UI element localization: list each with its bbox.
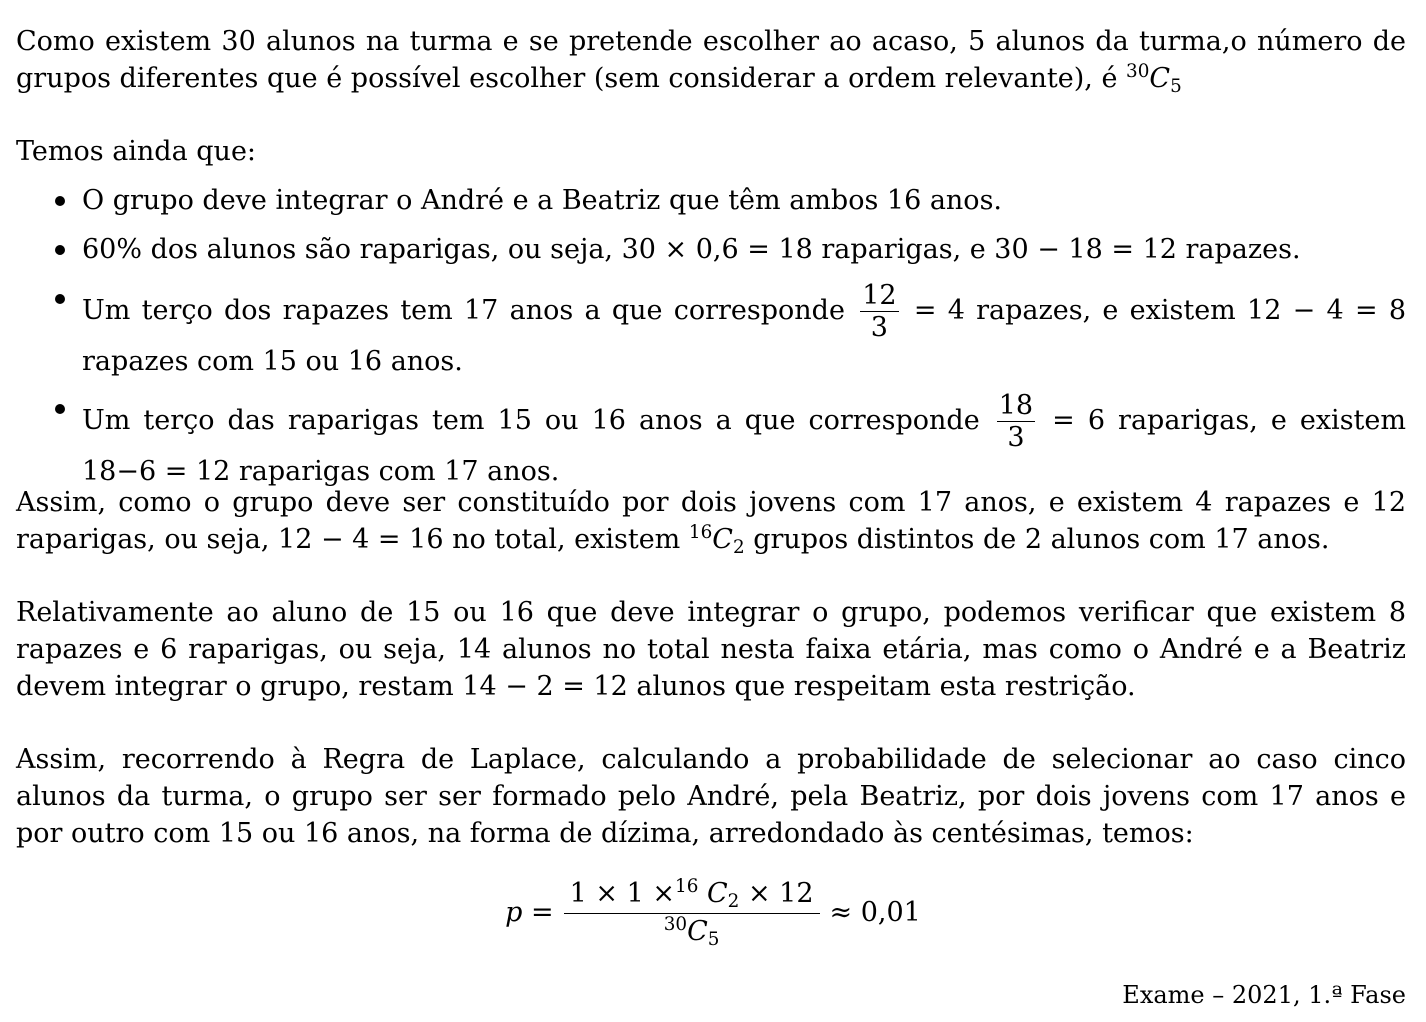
- fraction-18-3: $\frac{18}{3}$: [998, 390, 1034, 454]
- list-item: 60% dos alunos são raparigas, ou seja, 30 × 0,6 = 18 raparigas, e 30 − 18 = 12 rapazes.: [16, 231, 1406, 268]
- combination-16c2: $^{16}C_2$: [688, 521, 745, 558]
- assim-paragraph-1: Assim, como o grupo deve ser constituído por dois jovens com 17 anos, e existem 4 rapazes e 12 raparigas, ou seja, 12 − 4 = 16 no total, existem $^{16}C_2$ grupos distintos de 2 alunos com 17 anos.: [16, 487, 1406, 558]
- formula-denominator: $^{30}C_5$: [663, 914, 720, 950]
- list-item: Um terço dos rapazes tem 17 anos a que corresponde $\frac{12}{3}$ = 4 rapazes, e existem 12 − 4 = 8 rapazes com 15 ou 16 anos.: [16, 280, 1406, 380]
- list-item: O grupo deve integrar o André e a Beatriz que têm ambos 16 anos.: [16, 182, 1406, 219]
- intro-text: Como existem 30 alunos na turma e se pretende escolher ao acaso, 5 alunos da turma,o número de grupos diferentes que é possível escolher (sem considerar a ordem relevante), é: [16, 26, 1406, 94]
- fraction-12-3: $\frac{12}{3}$: [862, 280, 897, 344]
- temos-heading: Temos ainda que:: [16, 136, 257, 167]
- assim-paragraph-2: Assim, recorrendo à Regra de Laplace, calculando a probabilidade de selecionar ao caso cinco alunos da turma, o grupo ser ser formado pelo André, pela Beatriz, por dois jovens com 17 anos e por outro com 15 ou 16 anos, na forma de dízima, arredondado às centésimas, temos:: [16, 744, 1406, 849]
- formula-numerator: 1 × 1 ×$^{16}$ $C_2 \times 12$: [564, 876, 820, 914]
- formula-lhs: p =: [505, 897, 554, 929]
- conditions-list: [16, 182, 1406, 490]
- combination-30c5: $^{30}C_5$: [1126, 60, 1182, 97]
- formula-fraction: [564, 876, 820, 949]
- relativamente-paragraph: Relativamente ao aluno de 15 ou 16 que deve integrar o grupo, podemos verificar que existem 8 rapazes e 6 raparigas, ou seja, 14 alunos no total nesta faixa etária, mas como o André e a Beatriz devem integrar o grupo, restam 14 − 2 = 12 alunos que respeitam esta restrição.: [16, 597, 1406, 702]
- probability-formula: [0, 876, 1426, 949]
- intro-paragraph: [16, 23, 1406, 100]
- list-item: Um terço das raparigas tem 15 ou 16 anos a que corresponde $\frac{18}{3}$ = 6 raparigas, e existem 18−6 = 12 raparigas com 17 anos.: [16, 390, 1406, 490]
- formula-result: ≈ 0,01: [829, 897, 921, 929]
- exam-source: Exame – 2021, 1.ª Fase: [1122, 981, 1406, 1009]
